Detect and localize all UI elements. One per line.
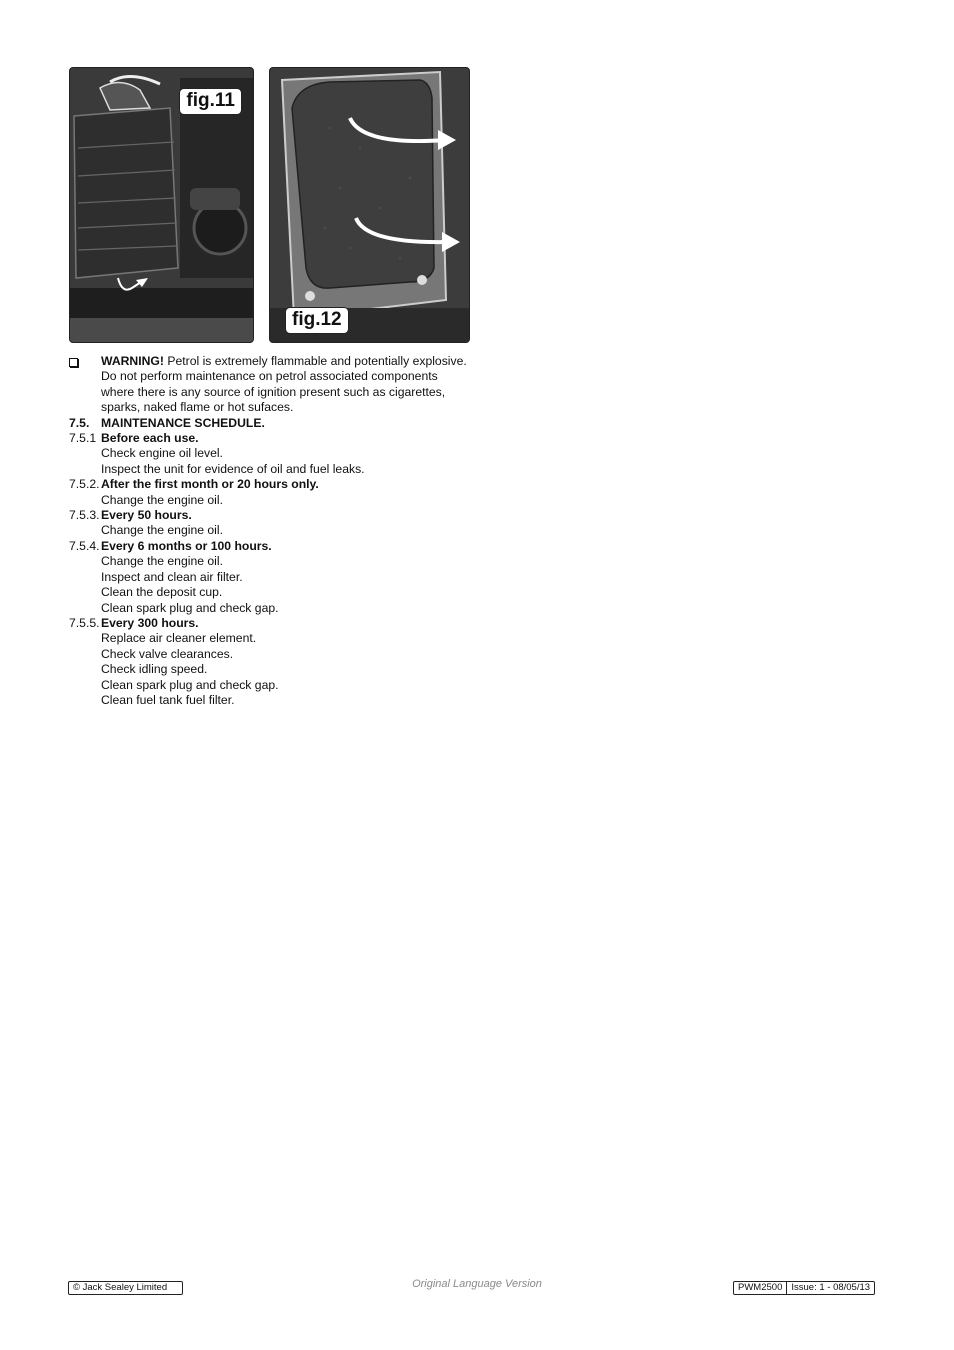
maintenance-text [69, 354, 469, 708]
schedule-item-heading: Every 50 hours. [101, 508, 192, 523]
figure-12-label: fig.12 [285, 307, 349, 334]
schedule-item-heading: Every 300 hours. [101, 615, 199, 630]
schedule-item-heading: Before each use. [101, 431, 199, 446]
air-filter-element-illustration [270, 68, 469, 342]
schedule-task: Change the engine oil. [101, 554, 223, 569]
schedule-task: Clean spark plug and check gap. [101, 600, 279, 615]
schedule-item [69, 616, 469, 631]
schedule-task: Check engine oil level. [101, 446, 223, 461]
section-heading [69, 416, 469, 431]
warning-text: Petrol is extremely flammable and potentially explosive. Do not perform maintenance on petrol associated components where there is any source of ignition present such as cigarettes, sparks, naked flame or hot sufaces. [101, 354, 467, 415]
schedule-item-number: 7.5.4. [69, 538, 100, 553]
schedule-task: Change the engine oil. [101, 523, 223, 538]
schedule-task: Check idling speed. [101, 662, 208, 677]
schedule-item-number: 7.5.2. [69, 477, 100, 492]
schedule-task: Check valve clearances. [101, 646, 234, 661]
figure-12-photo [269, 67, 470, 343]
schedule-item-number: 7.5.1 [69, 431, 97, 446]
schedule-task: Inspect and clean air filter. [101, 569, 243, 584]
schedule-item [69, 508, 469, 523]
schedule-item-heading: Every 6 months or 100 hours. [101, 538, 272, 553]
warning-paragraph [69, 354, 469, 416]
schedule-item [69, 431, 469, 446]
schedule-items [69, 431, 469, 708]
footer-language-note: Original Language Version [412, 1278, 542, 1290]
schedule-item [69, 477, 469, 492]
checkbox-bullet-icon [69, 358, 78, 367]
section-number: 7.5. [69, 415, 90, 430]
schedule-item-number: 7.5.5. [69, 615, 100, 630]
figure-11-label: fig.11 [179, 88, 242, 115]
schedule-task: Change the engine oil. [101, 492, 223, 507]
schedule-task: Clean the deposit cup. [101, 585, 223, 600]
section-title: MAINTENANCE SCHEDULE. [101, 415, 265, 430]
schedule-item [69, 539, 469, 554]
footer-copyright: © Jack Sealey Limited [68, 1281, 183, 1295]
warning-prefix: WARNING! [101, 354, 164, 368]
schedule-task: Replace air cleaner element. [101, 631, 257, 646]
figure-11-photo [69, 67, 254, 343]
footer-model: PWM2500 [738, 1282, 783, 1293]
schedule-item-number: 7.5.3. [69, 508, 100, 523]
schedule-item-heading: After the first month or 20 hours only. [101, 477, 319, 492]
schedule-task: Inspect the unit for evidence of oil and fuel leaks. [101, 461, 365, 476]
schedule-task: Clean spark plug and check gap. [101, 677, 279, 692]
footer-model-issue [733, 1281, 875, 1295]
footer-issue: Issue: 1 - 08/05/13 [786, 1282, 874, 1294]
schedule-task: Clean fuel tank fuel filter. [101, 692, 235, 707]
